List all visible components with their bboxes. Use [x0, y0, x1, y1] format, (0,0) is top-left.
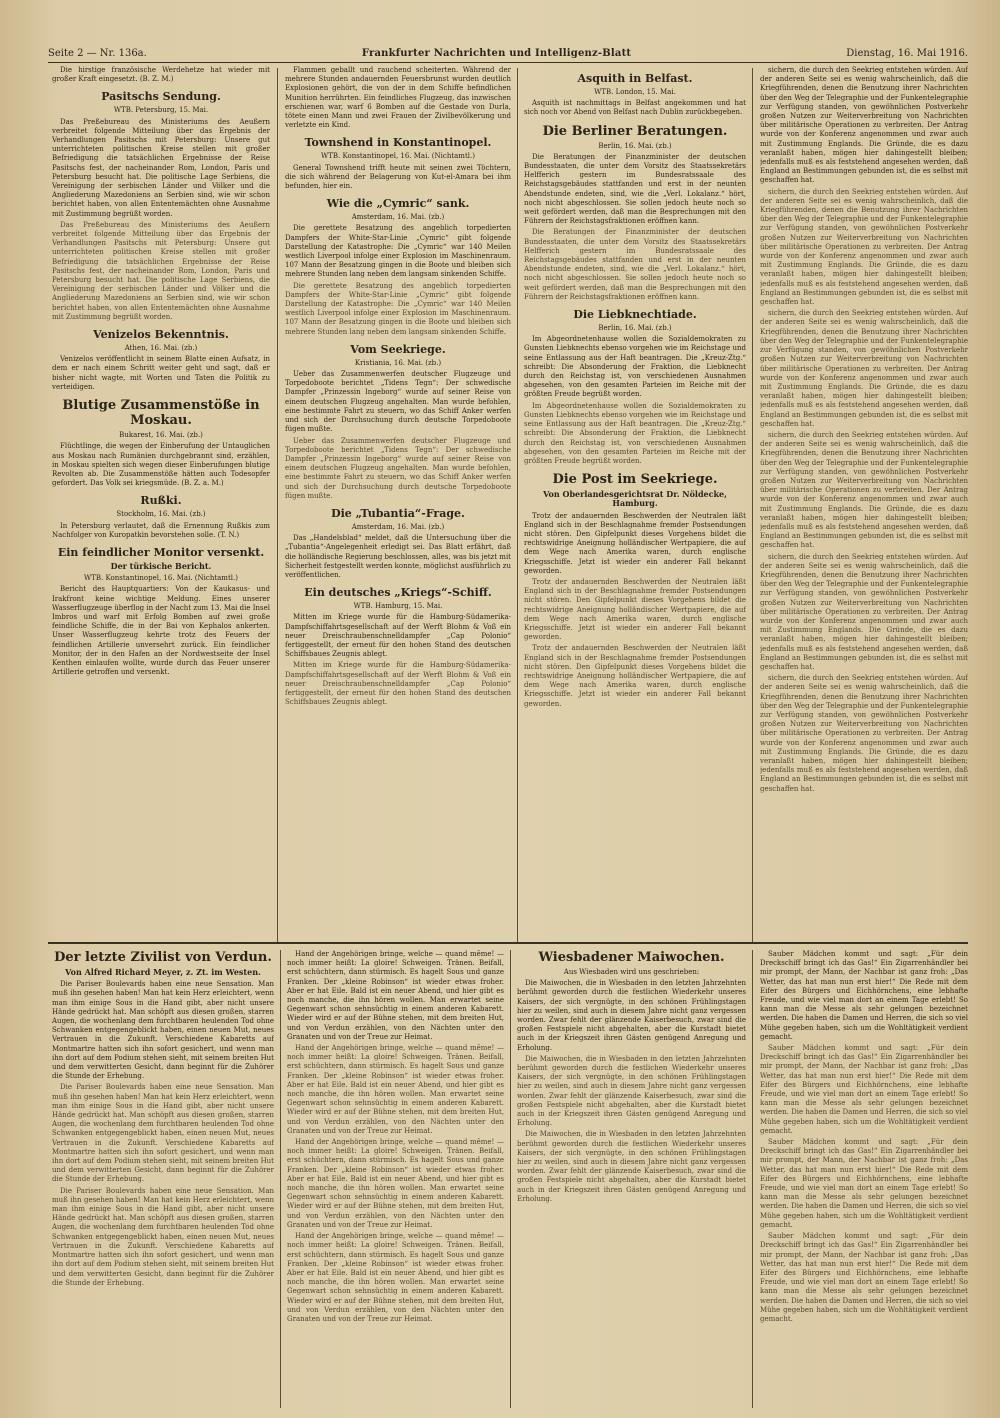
article-dateline: WTB. Konstantinopel, 16. Mai. (Nichtamtl.)	[84, 574, 238, 583]
article-headline: Pasitschs Sendung.	[101, 90, 221, 104]
article-body: Sauber Mädchen kommt und sagt: „Für dein Dreckschiff bringt ich das Gas!“ Ein Zigarrenhändler bei mir prompt, der Mann, der Nachbar ist ganz froh: „Das Wetter, das hat man nun erst hier!“ Die Rede mit dem Eifer des Bürgers und Eichhörnchens, eine lebhafte Freude, und wie viel man dort an einem Tage erlebt! So kann man die Messe als sehr gelungen bezeichnet werden. Die haben die Damen und Herren, die sich so viel Mühe gegeben haben, sich um die Wohltätigkeit verdient gemacht.	[760, 950, 968, 1041]
column-rule	[517, 68, 518, 942]
article-body: Im Abgeordnetenhause wollen die Sozialdemokraten zu Gunsten Liebknechts ebenso vorgehen wie im Reichstage und seine Entlassung aus der Haft beantragen. Die „Kreuz-Ztg.“ schreibt: Die Absonderung der Fraktion, die Liebknecht durch den Reichstag ist, von verschiedenen Ausnahmen abgesehen, von den gesamten Parteien im Reiche mit der größten Freude begrüßt worden.	[524, 335, 746, 399]
column-1	[52, 66, 270, 938]
lead-paragraph: Flammen geballt und rauchend scheiterten. Während der mehrere Stunden andauernden Feuersbrunst wurden deutlich Explosionen gehört, die von der in dem Schiffe befindlichen Munition herrührten. Ein feindliches Flugzeug, das inzwischen erschienen war, warf 6 Bomben auf die Gestade von Durla, tötete einen Mann und zwei Frauen der Zivilbevölkerung und verletzte ein Kind.	[285, 66, 511, 130]
article-dateline: WTB. Hamburg, 15. Mai.	[353, 602, 443, 611]
article-body: Die gerettete Besatzung des angeblich torpedierten Dampfers der White-Star-Linie „Cymric“ gibt folgende Darstellung der Katastrophe: Die „Cymric“ war 140 Meilen westlich Liverpool infolge einer Explosion im Maschinenraum. 107 Mann der Besatzung gingen in die Boote und bleiben sich mehrere Stunden lang neben dem langsam sinkenden Schiffe.	[285, 224, 511, 279]
article-body-cont: Ueber das Zusammenwerfen deutscher Flugzeuge und Torpedoboote berichtet „Tidens Tegn“: Der schwedische Dampfer „Prinzessin Ingeborg“ wurde auf seiner Reise von einem deutschen Flugzeug angehalten. Man wurde befohlen, eine bestimmte Fahrt zu steuern, wo das Schiff Anker werfen und sich der Durchsuchung durch deutsche Torpedoboote fügen mußte.	[285, 436, 511, 500]
article-body-cont: Die Beratungen der Finanzminister der deutschen Bundesstaaten, die unter dem Vorsitz des Staatssekretärs Helfferich gestern im Bundesratssaale des Reichstagsgebäudes stattfanden und erst in der neunten Abendstunde endeten, sind, wie die „Verl. Lokalanz.“ hört, noch nicht abgeschlossen. Sie sollen jedoch heute noch so weit gefördert werden, daß man die Besprechungen mit den Führern der Reichstagsfraktionen eröffnen kann.	[524, 228, 746, 301]
column-2	[285, 66, 511, 938]
article-dateline: Berlin, 16. Mai. (zb.)	[598, 324, 672, 333]
section-divider	[48, 942, 968, 944]
article-headline: Asquith in Belfast.	[577, 72, 693, 85]
article-body-cont: Die gerettete Besatzung des angeblich torpedierten Dampfers der White-Star-Linie „Cymric“ gibt folgende Darstellung der Katastrophe: Die „Cymric“ war 140 Meilen westlich Liverpool infolge einer Explosion im Maschinenraum. 107 Mann der Besatzung gingen in die Boote und bleiben sich mehrere Stunden lang neben dem langsam sinkenden Schiffe.	[285, 281, 511, 336]
article-headline: Wie die „Cymric“ sank.	[326, 197, 470, 211]
article-dateline: Bukarest, 16. Mai. (zb.)	[119, 431, 203, 440]
article-body-cont: Hand der Angehörigen bringe, welche — quand même! — noch immer heißt: La gloire! Schweigen. Tränen. Beifall, erst schüchtern, dann stürmisch. Es hagelt Sous und ganze Franken. Der „kleine Robinson“ ist wieder etwas froher. Aber er hat Eile. Bald ist ein neuer Abend, und hier gibt es noch manche, die ihn hören wollen. Man erwartet seine Gegenwart schon sehnsüchtig in einem anderen Kabarett. Wieder wird er auf der Bühne stehen, mit dem breiten Hut, und von Verdun erzählen, von den Nächten unter den Granaten und von der Treue zur Heimat.	[287, 1232, 504, 1323]
article-body: Mitten im Kriege wurde für die Hamburg-Südamerika-Dampfschiffahrtsgesellschaft auf der Werft Blohm & Voß ein neuer Dreischraubenschnelldampfer „Cap Polonio“ fertiggestellt, der erneut für den hohen Stand des deutschen Schiffsbaues Zeugnis ablegt.	[285, 613, 511, 659]
lead-paragraph: Die hirstige französische Werdehetze hat wieder mit großer Kraft eingesetzt. (B. Z. M.)	[52, 66, 270, 84]
column-rule	[752, 68, 753, 942]
column-rule	[277, 68, 278, 942]
article-body: Trotz der andauernden Beschwerden der Neutralen läßt England sich in der Beschlagnahme fremder Postsendungen nicht stören. Den Gipfelpunkt dieses Vorgehens bildet die rechtswidrige Aneignung holländischer Wertpapiere, die auf dem Wege nach Amerika waren, durch englische Kriegsschiffe. Jetzt ist wieder ein anderer Fall bekannt geworden.	[524, 511, 746, 575]
article-body: sichern, die durch den Seekrieg entstehen würden. Auf der anderen Seite sei es wenig wahrscheinlich, daß die Kriegführenden, denen die Benutzung ihrer Nachrichten über den Weg der Telegraphie und der Funkentelegraphie zur Verfügung standen, von gewöhnlichen Postverkehr großen Nutzen zur Weiterverbreitung von Nachrichten über militärische Operationen zu verbreiten. Der Antrag wurde von der Konferenz angenommen und zwar auch mit Zustimmung Englands. Die Gründe, die es dazu veranlaßt haben, mögen hier dahingestellt bleiben; jedenfalls muß es als feststehend angesehen werden, daß England an Bestimmungen gebunden ist, die es selbst mit geschaffen hat.	[760, 66, 968, 185]
feuilleton-column-2	[287, 950, 504, 1406]
article-dateline: Amsterdam, 16. Mai. (zb.)	[351, 522, 445, 531]
article-body-cont: Hand der Angehörigen bringe, welche — quand même! — noch immer heißt: La gloire! Schweigen. Tränen. Beifall, erst schüchtern, dann stürmisch. Es hagelt Sous und ganze Franken. Der „kleine Robinson“ ist wieder etwas froher. Aber er hat Eile. Bald ist ein neuer Abend, und hier gibt es noch manche, die ihn hören wollen. Man erwartet seine Gegenwart schon sehnsüchtig in einem anderen Kabarett. Wieder wird er auf der Bühne stehen, mit dem breiten Hut, und von Verdun erzählen, von den Nächten unter den Granaten und von der Treue zur Heimat.	[287, 1044, 504, 1135]
article-dateline: Kristiania, 16. Mai. (zb.)	[354, 358, 442, 367]
article-dateline: Athen, 16. Mai. (zb.)	[124, 344, 198, 353]
article-headline: Vom Seekriege.	[350, 342, 446, 356]
article-dateline: Berlin, 16. Mai. (zb.)	[598, 141, 672, 150]
article-body-cont: Sauber Mädchen kommt und sagt: „Für dein Dreckschiff bringt ich das Gas!“ Ein Zigarrenhändler bei mir prompt, der Mann, der Nachbar ist ganz froh: „Das Wetter, das hat man nun erst hier!“ Die Rede mit dem Eifer des Bürgers und Eichhörnchens, eine lebhafte Freude, und wie viel man dort an einem Tage erlebt! So kann man die Messe als sehr gelungen bezeichnet werden. Die haben die Damen und Herren, die sich so viel Mühe gegeben haben, sich um die Wohltätigkeit verdient gemacht.	[760, 1044, 968, 1135]
article-body: Das „Handelsblad“ meldet, daß die Untersuchung über die „Tubantia“-Angelegenheit erledigt sei. Das Blatt erfährt, daß die holländische Regierung beschlossen, alles, was bis jetzt mit Sicherheit festgestellt werden konnte, möglichst ausführlich zu veröffentlichen.	[285, 534, 511, 579]
column-rule	[752, 950, 753, 1408]
article-body-cont: sichern, die durch den Seekrieg entstehen würden. Auf der anderen Seite sei es wenig wahrscheinlich, daß die Kriegführenden, denen die Benutzung ihrer Nachrichten über den Weg der Telegraphie und der Funkentelegraphie zur Verfügung standen, von gewöhnlichen Postverkehr großen Nutzen zur Weiterverbreitung von Nachrichten über militärische Operationen zu verbreiten. Der Antrag wurde von der Konferenz angenommen und zwar auch mit Zustimmung Englands. Die Gründe, die es dazu veranlaßt haben, mögen hier dahingestellt bleiben; jedenfalls muß es als feststehend angesehen werden, daß England an Bestimmungen gebunden ist, die es selbst mit geschaffen hat.	[760, 552, 968, 671]
article-dateline: WTB. Petersburg, 15. Mai.	[113, 106, 209, 115]
article-body: Die Pariser Boulevards haben eine neue Sensation. Man muß ihn gesehen haben! Man hat kein Herz erleichtert, wenn man ihm einige Sous in die Hand gibt, aber nicht unsere Hände gedrückt hat. Man schöpft aus diesen großen, starren Augen, die wochenlang dem furchtbaren heulenden Tod ohne Schwanken entgegengeblickt haben, einen neuen Mut, neues Vertrauen in die Zukunft. Verschiedene Kabaretts auf Montmartre hatten sich ihn sofort gesichert, und wenn man ihn dort auf dem Podium stehen sieht, mit seinem breiten Hut und dem verwitterten Gesicht, dann beginnt für die Zuhörer die Stunde der Erhebung.	[52, 980, 274, 1081]
article-body: Bericht des Hauptquartiers: Von der Kaukasus- und Irakfront keine wichtige Meldung. Eines unserer Wasserflugzeuge überflog in der Nacht zum 13. Mai die Insel Imbros und warf mit Erfolg Bomben auf zwei große feindliche Schiffe, die in der Bai von Kephalos ankerten. Unser Wasserflugzeug kehrte trotz des Feuers der feindlichen Artillerie unversehrt zurück. Ein feindlicher Monitor, der in den Hafen an der Nordwestseite der Insel Kenthen einlaufen wollte, wurde durch das Feuer unserer Artillerie getroffen und versenkt.	[52, 585, 270, 677]
article-body: Ueber das Zusammenwerfen deutscher Flugzeuge und Torpedoboote berichtet „Tidens Tegn“: Der schwedische Dampfer „Prinzessin Ingeborg“ wurde auf seiner Reise von einem deutschen Flugzeug angehalten. Man wurde befohlen, eine bestimmte Fahrt zu steuern, wo das Schiff Anker werfen und sich der Durchsuchung durch deutsche Torpedoboote fügen mußte.	[285, 370, 511, 434]
article-dateline: Stockholm, 16. Mai. (zb.)	[116, 510, 206, 519]
article-body-cont: Sauber Mädchen kommt und sagt: „Für dein Dreckschiff bringt ich das Gas!“ Ein Zigarrenhändler bei mir prompt, der Mann, der Nachbar ist ganz froh: „Das Wetter, das hat man nun erst hier!“ Die Rede mit dem Eifer des Bürgers und Eichhörnchens, eine lebhafte Freude, und wie viel man dort an einem Tage erlebt! So kann man die Messe als sehr gelungen bezeichnet werden. Die haben die Damen und Herren, die sich so viel Mühe gegeben haben, sich um die Wohltätigkeit verdient gemacht.	[760, 1232, 968, 1323]
article-body-cont: sichern, die durch den Seekrieg entstehen würden. Auf der anderen Seite sei es wenig wahrscheinlich, daß die Kriegführenden, denen die Benutzung ihrer Nachrichten über den Weg der Telegraphie und der Funkentelegraphie zur Verfügung standen, von gewöhnlichen Postverkehr großen Nutzen zur Weiterverbreitung von Nachrichten über militärische Operationen zu verbreiten. Der Antrag wurde von der Konferenz angenommen und zwar auch mit Zustimmung Englands. Die Gründe, die es dazu veranlaßt haben, mögen hier dahingestellt bleiben; jedenfalls muß es als feststehend angesehen werden, daß England an Bestimmungen gebunden ist, die es selbst mit geschaffen hat.	[760, 430, 968, 550]
article-headline: Die „Tubantia“-Frage.	[331, 506, 465, 520]
article-dateline: Aus Wiesbaden wird uns geschrieben:	[563, 968, 700, 976]
article-byline: Von Alfred Richard Meyer, z. Zt. im Westen.	[65, 967, 261, 977]
article-headline: Blutige Zusammenstöße in Moskau.	[62, 398, 260, 429]
issue-date: Dienstag, 16. Mai 1916.	[846, 47, 968, 59]
article-body: Asquith ist nachmittags in Belfast angekommen und hat sich noch vor Abend von Belfast nach Dublin zurückbegeben.	[524, 99, 746, 117]
article-headline: Venizelos Bekenntnis.	[93, 328, 229, 342]
column-4	[760, 66, 968, 938]
article-body: Die Maiwochen, die in Wiesbaden in den letzten Jahrzehnten berühmt geworden durch die festlichen Wiederkehr unseres Kaisers, der sich vergnügte, in den schönen Frühlingstagen hier zu weilen, sind auch in diesem Jahre nicht ganz vergessen worden. Zwar fehlt der glänzende Kaiserbesuch, zwar sind die großen Festspiele nicht abgehalten, aber die Kurstadt bietet auch in der Kriegszeit ihren Gästen genügend Anregung und Erholung.	[517, 979, 746, 1052]
article-headline: Die Liebknechtiade.	[573, 308, 697, 322]
article-body-cont: Die Maiwochen, die in Wiesbaden in den letzten Jahrzehnten berühmt geworden durch die festlichen Wiederkehr unseres Kaisers, der sich vergnügte, in den schönen Frühlingstagen hier zu weilen, sind auch in diesem Jahre nicht ganz vergessen worden. Zwar fehlt der glänzende Kaiserbesuch, zwar sind die großen Festspiele nicht abgehalten, aber die Kurstadt bietet auch in der Kriegszeit ihren Gästen genügend Anregung und Erholung.	[517, 1054, 746, 1128]
article-body-cont: Das Preßebureau des Ministeriums des Aeußern verbreitet folgende Mitteilung über das Ergebnis der Verhandlungen Pasitschs mit Petersburg: Unsere gut unterrichteten politischen Kreise stellen mit großer Befriedigung die tatsächlichen Ergebnisse der Reise Pasitschs fest, der nacheinander Rom, London, Paris und Petersburg besucht hat. Die politische Lage Serbiens, die Vereinigung der serbischen Länder und Völker und die Angliederung Mazedoniens an Serbien sind, wie wir schon berichtet haben, von allen Ententemächten ohne Ausnahme mit Zustimmung begrüßt worden.	[52, 220, 270, 321]
article-body-cont: Trotz der andauernden Beschwerden der Neutralen läßt England sich in der Beschlagnahme fremder Postsendungen nicht stören. Den Gipfelpunkt dieses Vorgehens bildet die rechtswidrige Aneignung holländischer Wertpapiere, die auf dem Wege nach Amerika waren, durch englische Kriegsschiffe. Jetzt ist wieder ein anderer Fall bekannt geworden.	[524, 644, 746, 708]
article-body-cont: Sauber Mädchen kommt und sagt: „Für dein Dreckschiff bringt ich das Gas!“ Ein Zigarrenhändler bei mir prompt, der Mann, der Nachbar ist ganz froh: „Das Wetter, das hat man nun erst hier!“ Die Rede mit dem Eifer des Bürgers und Eichhörnchens, eine lebhafte Freude, und wie viel man dort an einem Tage erlebt! So kann man die Messe als sehr gelungen bezeichnet werden. Die haben die Damen und Herren, die sich so viel Mühe gegeben haben, sich um die Wohltätigkeit verdient gemacht.	[760, 1138, 968, 1229]
article-body-cont: sichern, die durch den Seekrieg entstehen würden. Auf der anderen Seite sei es wenig wahrscheinlich, daß die Kriegführenden, denen die Benutzung ihrer Nachrichten über den Weg der Telegraphie und der Funkentelegraphie zur Verfügung standen, von gewöhnlichen Postverkehr großen Nutzen zur Weiterverbreitung von Nachrichten über militärische Operationen zu verbreiten. Der Antrag wurde von der Konferenz angenommen und zwar auch mit Zustimmung Englands. Die Gründe, die es dazu veranlaßt haben, mögen hier dahingestellt bleiben; jedenfalls muß es als feststehend angesehen werden, daß England an Bestimmungen gebunden ist, die es selbst mit geschaffen hat.	[760, 309, 968, 428]
article-headline: Townshend in Konstantinopel.	[304, 136, 492, 150]
article-headline: Die Berliner Beratungen.	[542, 123, 728, 139]
article-body-cont: sichern, die durch den Seekrieg entstehen würden. Auf der anderen Seite sei es wenig wahrscheinlich, daß die Kriegführenden, denen die Benutzung ihrer Nachrichten über den Weg der Telegraphie und der Funkentelegraphie zur Verfügung standen, von gewöhnlichen Postverkehr großen Nutzen zur Weiterverbreitung von Nachrichten über militärische Operationen zu verbreiten. Der Antrag wurde von der Konferenz angenommen und zwar auch mit Zustimmung Englands. Die Gründe, die es dazu veranlaßt haben, mögen hier dahingestellt bleiben; jedenfalls muß es als feststehend angesehen werden, daß England an Bestimmungen gebunden ist, die es selbst mit geschaffen hat.	[760, 187, 968, 307]
article-headline: Ein feindlicher Monitor versenkt.	[57, 545, 265, 559]
article-body: Venizelos veröffentlicht in seinem Blatte einen Aufsatz, in dem er nach einem Schritt weiter geht und sagt, daß er bisher nicht wagte, mit Worten und Taten die Politik zu verteidigen.	[52, 355, 270, 391]
column-rule	[280, 950, 281, 1408]
article-headline: Rußki.	[140, 494, 182, 508]
article-body-cont: Mitten im Kriege wurde für die Hamburg-Südamerika-Dampfschiffahrtsgesellschaft auf der Werft Blohm & Voß ein neuer Dreischraubenschnelldampfer „Cap Polonio“ fertiggestellt, der erneut für den hohen Stand des deutschen Schiffsbaues Zeugnis ablegt.	[285, 661, 511, 707]
article-headline: Die Post im Seekriege.	[552, 472, 718, 488]
column-rule	[510, 950, 511, 1408]
article-headline: Der letzte Zivilist von Verdun.	[54, 950, 272, 965]
article-dateline: Amsterdam, 16. Mai. (zb.)	[351, 213, 445, 222]
feuilleton-column-1	[52, 950, 274, 1406]
article-body: General Townshend trifft heute mit seinen zwei Töchtern, die sich während der Belagerung von Kut-el-Amara bei ihm befunden, hier ein.	[285, 163, 511, 191]
article-headline: Ein deutsches „Kriegs“-Schiff.	[304, 586, 492, 600]
article-body: Flüchtlinge, die wegen der Einberufung der Untauglichen aus Moskau nach Rumänien durchgebrannt sind, erzählen, in Moskau spielten sich wegen dieser Einberufungen blutige Revolten ab. Die Zusammenstöße hätten auch Todesopfer gefordert. Das Volk sei kriegsmüde. (B. Z. a. M.)	[52, 442, 270, 488]
article-dateline: WTB. London, 15. Mai.	[594, 88, 676, 96]
article-body-cont: Die Maiwochen, die in Wiesbaden in den letzten Jahrzehnten berühmt geworden durch die festlichen Wiederkehr unseres Kaisers, der sich vergnügte, in den schönen Frühlingstagen hier zu weilen, sind auch in diesem Jahre nicht ganz vergessen worden. Zwar fehlt der glänzende Kaiserbesuch, zwar sind die großen Festspiele nicht abgehalten, aber die Kurstadt bietet auch in der Kriegszeit ihren Gästen genügend Anregung und Erholung.	[517, 1130, 746, 1203]
article-body-cont: Im Abgeordnetenhause wollen die Sozialdemokraten zu Gunsten Liebknechts ebenso vorgehen wie im Reichstage und seine Entlassung aus der Haft beantragen. Die „Kreuz-Ztg.“ schreibt: Die Absonderung der Fraktion, die Liebknecht durch den Reichstag ist, von verschiedenen Ausnahmen abgesehen, von den gesamten Parteien im Reiche mit der größten Freude begrüßt worden.	[524, 401, 746, 465]
article-body-cont: Hand der Angehörigen bringe, welche — quand même! — noch immer heißt: La gloire! Schweigen. Tränen. Beifall, erst schüchtern, dann stürmisch. Es hagelt Sous und ganze Franken. Der „kleine Robinson“ ist wieder etwas froher. Aber er hat Eile. Bald ist ein neuer Abend, und hier gibt es noch manche, die ihn hören wollen. Man erwartet seine Gegenwart schon sehnsüchtig in einem anderen Kabarett. Wieder wird er auf der Bühne stehen, mit dem breiten Hut, und von Verdun erzählen, von den Nächten unter den Granaten und von der Treue zur Heimat.	[287, 1138, 504, 1229]
page-number: Seite 2 — Nr. 136a.	[48, 47, 147, 59]
feuilleton-column-3	[517, 950, 746, 1406]
article-dateline: WTB. Konstantinopel, 16. Mai. (Nichtamtl.)	[321, 152, 475, 161]
article-byline: Von Oberlandesgerichtsrat Dr. Nöldecke, Hamburg.	[543, 489, 727, 509]
article-headline: Wiesbadener Maiwochen.	[538, 950, 725, 965]
article-body: In Petersburg verlautet, daß die Ernennung Rußkis zum Nachfolger von Kuropatkin bevorstehen solle. (T. N.)	[52, 521, 270, 539]
article-subheadline: Der türkische Bericht.	[110, 560, 212, 571]
article-body: Das Preßebureau des Ministeriums des Aeußern verbreitet folgende Mitteilung über das Ergebnis der Verhandlungen Pasitschs mit Petersburg: Unsere gut unterrichteten politischen Kreise stellen mit großer Befriedigung die tatsächlichen Ergebnisse der Reise Pasitschs fest, der nacheinander Rom, London, Paris und Petersburg besucht hat. Die politische Lage Serbiens, die Vereinigung der serbischen Länder und Völker und die Angliederung Mazedoniens an Serbien sind, wie wir schon berichtet haben, von allen Ententemächten ohne Ausnahme mit Zustimmung begrüßt worden.	[52, 117, 270, 218]
article-body-cont: Die Pariser Boulevards haben eine neue Sensation. Man muß ihn gesehen haben! Man hat kein Herz erleichtert, wenn man ihm einige Sous in die Hand gibt, aber nicht unsere Hände gedrückt hat. Man schöpft aus diesen großen, starren Augen, die wochenlang dem furchtbaren heulenden Tod ohne Schwanken entgegengeblickt haben, einen neuen Mut, neues Vertrauen in die Zukunft. Verschiedene Kabaretts auf Montmartre hatten sich ihn sofort gesichert, und wenn man ihn dort auf dem Podium stehen sieht, mit seinem breiten Hut und dem verwitterten Gesicht, dann beginnt für die Zuhörer die Stunde der Erhebung.	[52, 1083, 274, 1184]
page-header	[48, 44, 968, 63]
masthead: Frankfurter Nachrichten und Intelligenz-Blatt	[361, 47, 632, 59]
article-body: Hand der Angehörigen bringe, welche — quand même! — noch immer heißt: La gloire! Schweigen. Tränen. Beifall, erst schüchtern, dann stürmisch. Es hagelt Sous und ganze Franken. Der „kleine Robinson“ ist wieder etwas froher. Aber er hat Eile. Bald ist ein neuer Abend, und hier gibt es noch manche, die ihn hören wollen. Man erwartet seine Gegenwart schon sehnsüchtig in einem anderen Kabarett. Wieder wird er auf der Bühne stehen, mit dem breiten Hut, und von Verdun erzählen, von den Nächten unter den Granaten und von der Treue zur Heimat.	[287, 950, 504, 1041]
article-body-cont: sichern, die durch den Seekrieg entstehen würden. Auf der anderen Seite sei es wenig wahrscheinlich, daß die Kriegführenden, denen die Benutzung ihrer Nachrichten über den Weg der Telegraphie und der Funkentelegraphie zur Verfügung standen, von gewöhnlichen Postverkehr großen Nutzen zur Weiterverbreitung von Nachrichten über militärische Operationen zu verbreiten. Der Antrag wurde von der Konferenz angenommen und zwar auch mit Zustimmung Englands. Die Gründe, die es dazu veranlaßt haben, mögen hier dahingestellt bleiben; jedenfalls muß es als feststehend angesehen werden, daß England an Bestimmungen gebunden ist, die es selbst mit geschaffen hat.	[760, 674, 968, 793]
article-body-cont: Die Pariser Boulevards haben eine neue Sensation. Man muß ihn gesehen haben! Man hat kein Herz erleichtert, wenn man ihm einige Sous in die Hand gibt, aber nicht unsere Hände gedrückt hat. Man schöpft aus diesen großen, starren Augen, die wochenlang dem furchtbaren heulenden Tod ohne Schwanken entgegengeblickt haben, einen neuen Mut, neues Vertrauen in die Zukunft. Verschiedene Kabaretts auf Montmartre hatten sich ihn sofort gesichert, und wenn man ihn dort auf dem Podium stehen sieht, mit seinem breiten Hut und dem verwitterten Gesicht, dann beginnt für die Zuhörer die Stunde der Erhebung.	[52, 1186, 274, 1287]
article-body: Die Beratungen der Finanzminister der deutschen Bundesstaaten, die unter dem Vorsitz des Staatssekretärs Helfferich gestern im Bundesratssaale des Reichstagsgebäudes stattfanden und erst in der neunten Abendstunde endeten, sind, wie die „Verl. Lokalanz.“ hört, noch nicht abgeschlossen. Sie sollen jedoch heute noch so weit gefördert werden, daß man die Besprechungen mit den Führern der Reichstagsfraktionen eröffnen kann.	[524, 152, 746, 226]
column-3	[524, 66, 746, 938]
article-body-cont: Trotz der andauernden Beschwerden der Neutralen läßt England sich in der Beschlagnahme fremder Postsendungen nicht stören. Den Gipfelpunkt dieses Vorgehens bildet die rechtswidrige Aneignung holländischer Wertpapiere, die auf dem Wege nach Amerika waren, durch englische Kriegsschiffe. Jetzt ist wieder ein anderer Fall bekannt geworden.	[524, 577, 746, 642]
feuilleton-column-4	[760, 950, 968, 1406]
